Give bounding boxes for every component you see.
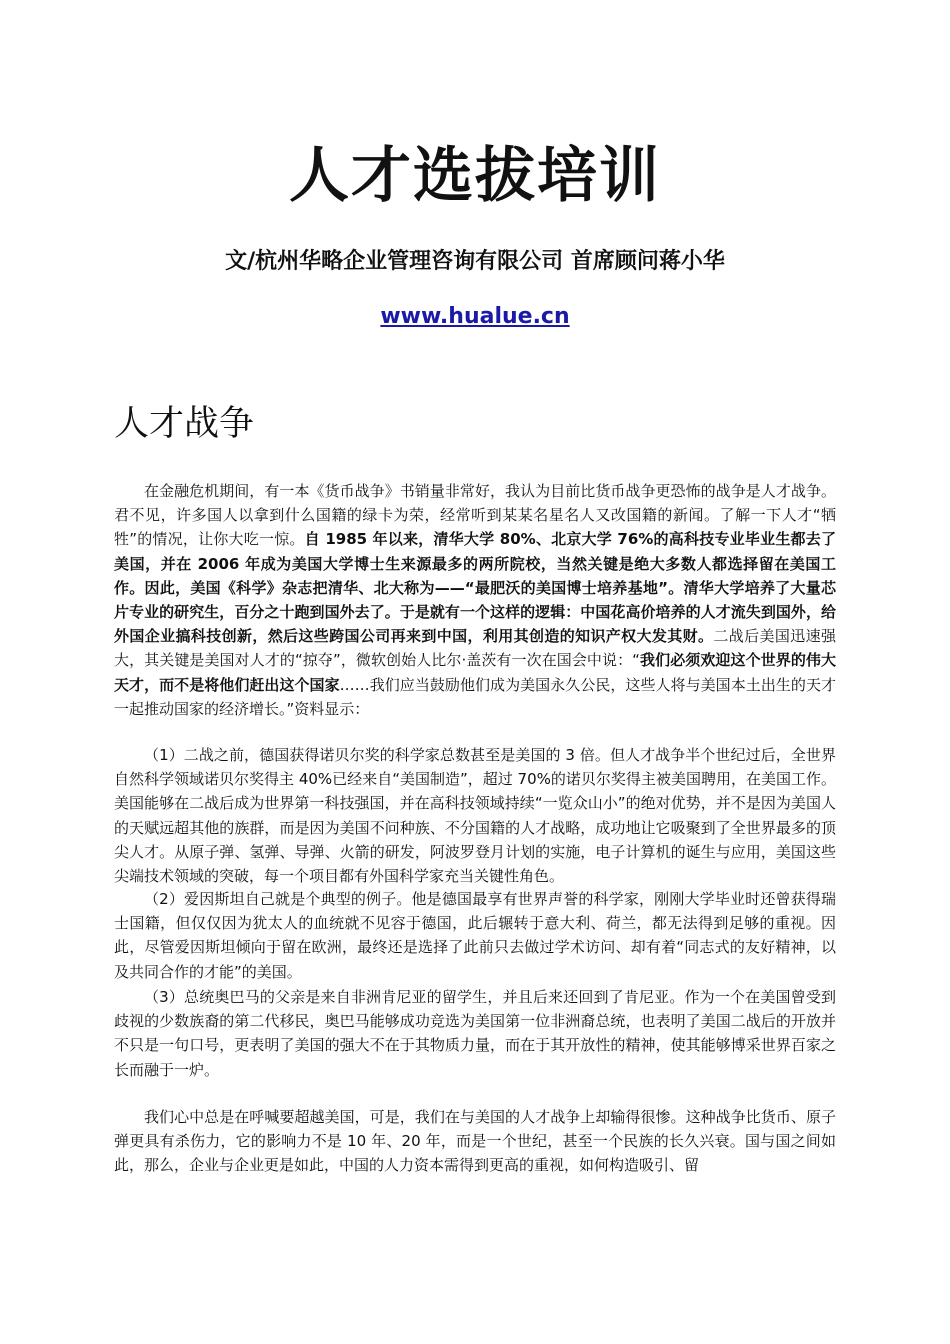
paragraph-text: 在金融危机期间，有一本《货币战争》书销量非常好，我认为目前比货币战争更恐怖的战争是人才战争。君不见，许多国人以拿到什么国籍的绿卡为荣，经常听到某某名星名人又改国籍的新闻。了解一下人才“牺牲”的情况，让你大吃一惊。	[114, 482, 836, 549]
paragraph-point-2: （2）爱因斯坦自己就是个典型的例子。他是德国最享有世界声誉的科学家，刚刚大学毕业时还曾获得瑞士国籍，但仅仅因为犹太人的血统就不见容于德国，此后辗转于意大利、荷兰，都无法得到足够的重视。因此，尽管爱因斯坦倾向于留在欧洲，最终还是选择了此前只去做过学术访问、却有着“同志式的友好精神，以及共同合作的才能”的美国。	[114, 890, 836, 981]
website-url	[0, 302, 950, 332]
author-byline: 文/杭州华略企业管理咨询有限公司 首席顾问蒋小华	[225, 249, 725, 274]
paragraph-text: 二战后美国迅速强大，其关键是美国对人才的“掠夺”，微软创始人比尔·盖茨有一次在国会中说：“	[114, 627, 836, 670]
paragraph-conclusion: 我们心中总是在呼喊要超越美国，可是，我们在与美国的人才战争上却输得很惨。这种战争比货币、原子弹更具有杀伤力，它的影响力不是 10 年、20 年，而是一个世纪，甚至一个民族的长久兴衰。国与国之间如此，那么，企业与企业更是如此，中国的人力资本需得到更高的重视，如何构造吸引、留	[114, 1108, 836, 1175]
website-link[interactable]: www.hualue.cn	[380, 304, 570, 329]
page-title: 人才选拔培训	[289, 141, 661, 211]
paragraph-intro	[114, 479, 836, 721]
section-heading: 人才战争	[114, 404, 255, 444]
paragraph-point-1: （1）二战之前，德国获得诺贝尔奖的科学家总数甚至是美国的 3 倍。但人才战争半个世纪过后，全世界自然科学领域诺贝尔奖得主 40%已经来自“美国制造”，超过 70%的诺贝尔奖得主被美国聘用，在美国工作。美国能够在二战后成为世界第一科技强国，并在高科技领域持续“一览众山小”的绝对优势，并不是因为美国人的天赋远超其他的族群，而是因为美国不问种族、不分国籍的人才战略，成功地让它吸聚到了全世界最多的顶尖人才。从原子弹、氢弹、导弹、火箭的研发，阿波罗登月计划的实施，电子计算机的诞生与应用，美国这些尖端技术领域的突破，每一个项目都有外国科学家充当关键性角色。	[114, 746, 836, 886]
paragraph-point-3: （3）总统奥巴马的父亲是来自非洲肯尼亚的留学生，并且后来还回到了肯尼亚。作为一个在美国曾受到歧视的少数族裔的第二代移民，奥巴马能够成功竞选为美国第一位非洲裔总统，也表明了美国二战后的开放并不只是一句口号，更表明了美国的强大不在于其物质力量，而在于其开放性的精神，使其能够博采世界百家之长而融于一炉。	[114, 988, 836, 1079]
bold-quote: 我们必须欢迎这个世界的伟大天才，而不是将他们赶出这个国家	[114, 651, 836, 694]
bold-text: 自 1985 年以来，清华大学 80%、北京大学 76%的高科技专业毕业生都去了美国，并在 2006 年成为美国大学博士生来源最多的两所院校，当然关键是绝大多数人都选择留在美国工作。因此，美国《科学》杂志把清华、北大称为——“最肥沃的美国博士培养基地”。清华大学培养了大量芯片专业的研究生，百分之十跑到国外去了。于是就有一个这样的逻辑：中国花高价培养的人才流失到国外，给外国企业搞科技创新，然后这些跨国公司再来到中国，利用其创造的知识产权大发其财。	[114, 530, 836, 646]
paragraph-text: ……我们应当鼓励他们成为美国永久公民，这些人将与美国本土出生的天才一起推动国家的经济增长。”资料显示：	[114, 675, 836, 718]
